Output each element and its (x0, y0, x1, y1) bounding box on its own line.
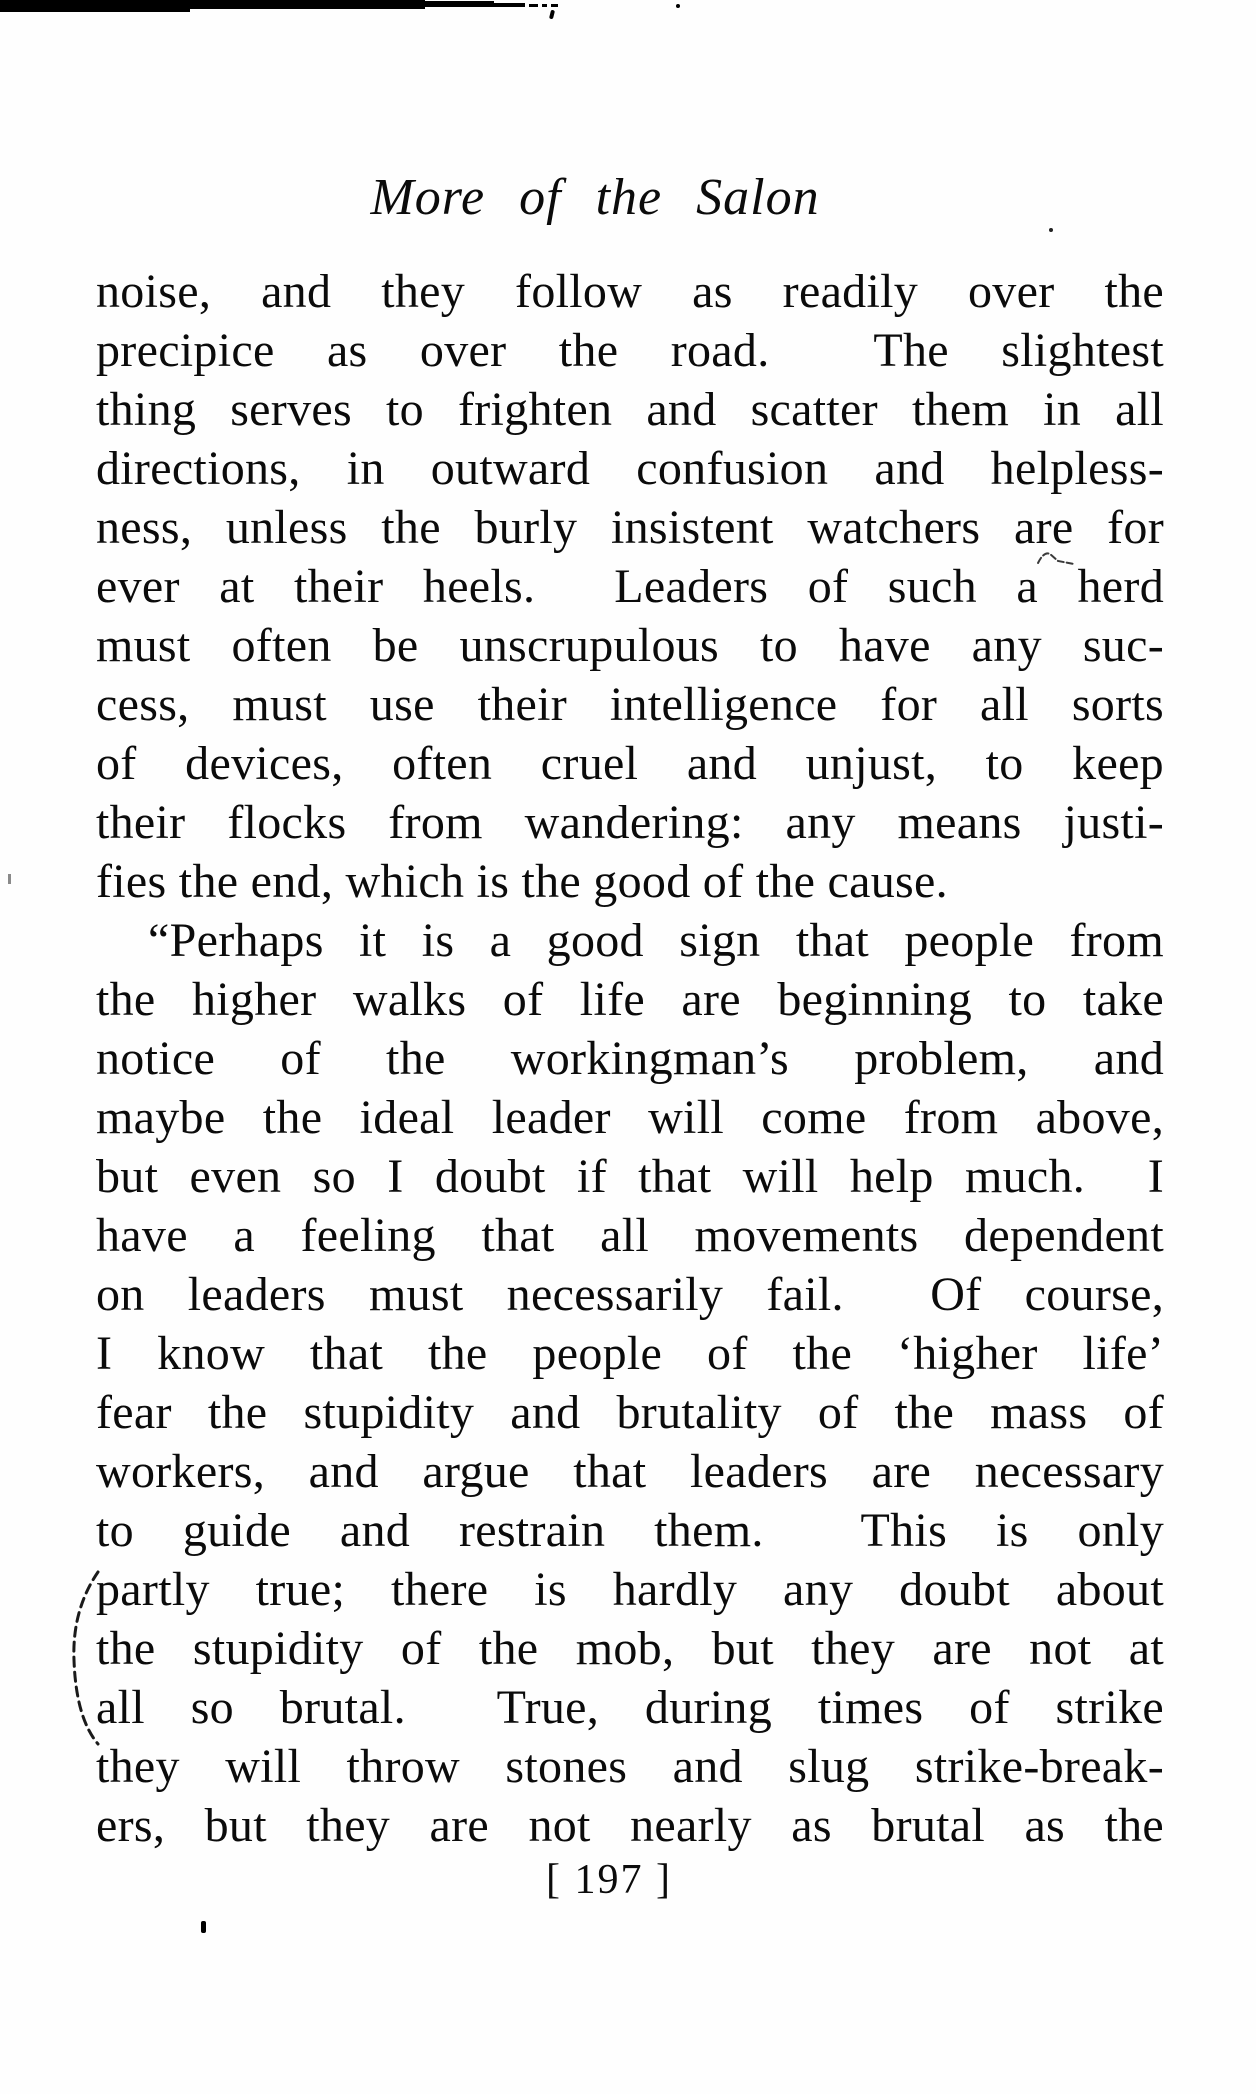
text-line: precipice as over the road. The slightest (96, 324, 1164, 377)
text-line: of devices, often cruel and unjust, to keep (96, 737, 1164, 790)
scan-artifact-speck (549, 10, 555, 20)
scan-artifact-bar (420, 1, 494, 7)
text-line: ers, but they are not nearly as brutal as the (96, 1799, 1164, 1852)
scan-artifact-bar (0, 0, 190, 12)
scan-artifact-bar (492, 3, 525, 7)
text-line: noise, and they follow as readily over the (96, 265, 1164, 318)
text-line: but even so I doubt if that will help much. I (96, 1150, 1164, 1203)
text-line: the higher walks of life are beginning to take (96, 973, 1164, 1026)
scan-artifact-speck (201, 1921, 206, 1933)
text-line: ness, unless the burly insistent watchers are for (96, 501, 1164, 554)
text-line: notice of the workingman’s problem, and (96, 1032, 1164, 1085)
text-line: fear the stupidity and brutality of the mass of (96, 1386, 1164, 1439)
page-number: [ 197 ] (546, 1857, 672, 1903)
body-text (96, 262, 1164, 1855)
scan-artifact-speck (676, 4, 680, 8)
scan-artifact-dash (551, 4, 558, 7)
scan-artifact-dash (542, 4, 547, 7)
text-line: have a feeling that all movements dependent (96, 1209, 1164, 1262)
text-line: they will throw stones and slug strike-break- (96, 1740, 1164, 1793)
text-line: must often be unscrupulous to have any suc- (96, 619, 1164, 672)
text-line: maybe the ideal leader will come from above, (96, 1091, 1164, 1144)
running-header: More of the Salon (370, 169, 820, 226)
text-line: all so brutal. True, during times of strike (96, 1681, 1164, 1734)
text-line: directions, in outward confusion and helpless- (96, 442, 1164, 495)
text-line: ever at their heels. Leaders of such a herd (96, 560, 1164, 613)
text-line: fies the end, which is the good of the cause. (96, 855, 948, 908)
text-line: cess, must use their intelligence for all sorts (96, 678, 1164, 731)
text-line: their flocks from wandering: any means justi- (96, 796, 1164, 849)
text-line: workers, and argue that leaders are necessary (96, 1445, 1164, 1498)
text-line: the stupidity of the mob, but they are not at (96, 1622, 1164, 1675)
text-line: partly true; there is hardly any doubt about (96, 1563, 1164, 1616)
text-line: I know that the people of the ‘higher life’ (96, 1327, 1164, 1380)
text-line: on leaders must necessarily fail. Of course, (96, 1268, 1164, 1321)
text-line: thing serves to frighten and scatter them in all (96, 383, 1164, 436)
scan-artifact-speck (8, 874, 11, 884)
scan-artifact-dash (529, 4, 538, 7)
scan-artifact-speck (1049, 228, 1053, 232)
text-line: to guide and restrain them. This is only (96, 1504, 1164, 1557)
scan-artifact-bar (188, 0, 425, 9)
text-line: “Perhaps it is a good sign that people from (148, 914, 1164, 967)
